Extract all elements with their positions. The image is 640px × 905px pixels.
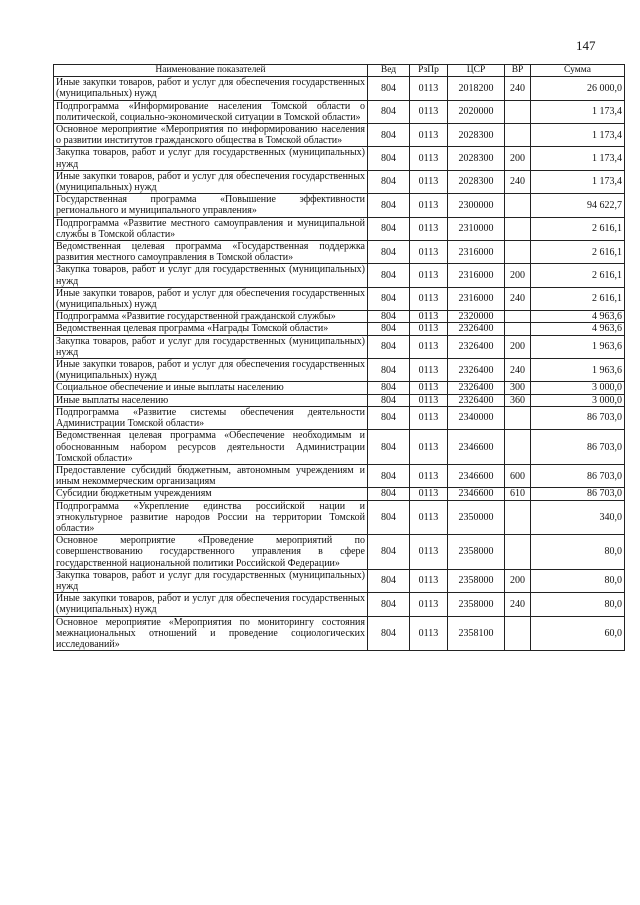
row-name: Иные закупки товаров, работ и услуг для обеспечения государственных (муниципальных) нужд	[54, 77, 368, 100]
table-row	[54, 382, 625, 394]
row-name: Иные закупки товаров, работ и услуг для обеспечения государственных (муниципальных) нужд	[54, 170, 368, 193]
row-ved: 804	[368, 616, 410, 651]
row-name: Основное мероприятие «Проведение мероприятий по совершенствованию государственного управления в сфере государственной национальной политики Российской Федерации»	[54, 535, 368, 570]
row-csr: 2028300	[448, 170, 505, 193]
row-sum: 2 616,1	[531, 241, 625, 264]
row-rzpr: 0113	[410, 124, 448, 147]
table-row	[54, 323, 625, 335]
table-row	[54, 170, 625, 193]
table-row	[54, 194, 625, 217]
row-csr: 2358100	[448, 616, 505, 651]
row-name: Ведомственная целевая программа «Обеспечение необходимым и обоснованным набором ресурсов деятельности Администрации Томской области»	[54, 430, 368, 465]
row-ved: 804	[368, 287, 410, 310]
table-row	[54, 147, 625, 170]
row-rzpr: 0113	[410, 335, 448, 358]
row-rzpr: 0113	[410, 77, 448, 100]
row-vr	[505, 217, 531, 240]
row-csr: 2346600	[448, 488, 505, 500]
row-vr: 610	[505, 488, 531, 500]
row-rzpr: 0113	[410, 593, 448, 616]
row-rzpr: 0113	[410, 569, 448, 592]
row-name: Основное мероприятие «Мероприятия по мониторингу состояния межнациональных отношений и проведение социологических исследований»	[54, 616, 368, 651]
table-row	[54, 124, 625, 147]
row-name: Подпрограмма «Развитие государственной гражданской службы»	[54, 311, 368, 323]
row-sum: 1 963,6	[531, 359, 625, 382]
table-row	[54, 77, 625, 100]
row-sum: 60,0	[531, 616, 625, 651]
row-sum: 80,0	[531, 593, 625, 616]
row-name: Основное мероприятие «Мероприятия по информированию населения о развитии институтов гражданского общества в Томской области»	[54, 124, 368, 147]
row-csr: 2018200	[448, 77, 505, 100]
table-row	[54, 394, 625, 406]
row-vr	[505, 194, 531, 217]
row-ved: 804	[368, 335, 410, 358]
row-vr: 200	[505, 264, 531, 287]
row-csr: 2326400	[448, 394, 505, 406]
row-sum: 1 963,6	[531, 335, 625, 358]
row-ved: 804	[368, 406, 410, 429]
header-csr: ЦСР	[448, 65, 505, 77]
row-csr: 2316000	[448, 264, 505, 287]
row-ved: 804	[368, 535, 410, 570]
row-name: Закупка товаров, работ и услуг для государственных (муниципальных) нужд	[54, 569, 368, 592]
row-rzpr: 0113	[410, 217, 448, 240]
row-vr: 240	[505, 287, 531, 310]
header-name: Наименование показателей	[54, 65, 368, 77]
row-vr: 240	[505, 170, 531, 193]
row-vr	[505, 124, 531, 147]
row-rzpr: 0113	[410, 359, 448, 382]
row-vr	[505, 500, 531, 535]
row-ved: 804	[368, 500, 410, 535]
row-vr: 240	[505, 593, 531, 616]
row-rzpr: 0113	[410, 170, 448, 193]
row-sum: 3 000,0	[531, 382, 625, 394]
row-rzpr: 0113	[410, 264, 448, 287]
table-row	[54, 593, 625, 616]
row-sum: 80,0	[531, 535, 625, 570]
row-ved: 804	[368, 430, 410, 465]
row-name: Закупка товаров, работ и услуг для государственных (муниципальных) нужд	[54, 147, 368, 170]
page-number: 147	[576, 38, 596, 53]
row-csr: 2340000	[448, 406, 505, 429]
row-sum: 86 703,0	[531, 488, 625, 500]
row-csr: 2346600	[448, 430, 505, 465]
row-csr: 2028300	[448, 147, 505, 170]
row-sum: 86 703,0	[531, 430, 625, 465]
row-csr: 2326400	[448, 323, 505, 335]
table-row	[54, 359, 625, 382]
row-ved: 804	[368, 77, 410, 100]
row-rzpr: 0113	[410, 406, 448, 429]
row-rzpr: 0113	[410, 241, 448, 264]
row-vr	[505, 100, 531, 123]
table-row	[54, 287, 625, 310]
row-csr: 2358000	[448, 569, 505, 592]
row-csr: 2358000	[448, 535, 505, 570]
row-sum: 94 622,7	[531, 194, 625, 217]
row-name: Подпрограмма «Информирование населения Томской области о политической, социально-экономической ситуации в Томской области»	[54, 100, 368, 123]
row-name: Социальное обеспечение и иные выплаты населению	[54, 382, 368, 394]
row-ved: 804	[368, 323, 410, 335]
row-vr	[505, 241, 531, 264]
row-ved: 804	[368, 194, 410, 217]
row-rzpr: 0113	[410, 147, 448, 170]
row-sum: 2 616,1	[531, 217, 625, 240]
row-vr	[505, 323, 531, 335]
row-sum: 4 963,6	[531, 311, 625, 323]
row-sum: 86 703,0	[531, 406, 625, 429]
row-ved: 804	[368, 170, 410, 193]
row-ved: 804	[368, 311, 410, 323]
row-name: Иные выплаты населению	[54, 394, 368, 406]
row-sum: 4 963,6	[531, 323, 625, 335]
row-name: Закупка товаров, работ и услуг для государственных (муниципальных) нужд	[54, 335, 368, 358]
row-csr: 2326400	[448, 382, 505, 394]
table-row	[54, 217, 625, 240]
row-sum: 2 616,1	[531, 287, 625, 310]
row-ved: 804	[368, 147, 410, 170]
row-name: Государственная программа «Повышение эффективности регионального и муниципального управления»	[54, 194, 368, 217]
row-csr: 2326400	[448, 335, 505, 358]
row-ved: 804	[368, 124, 410, 147]
row-vr: 200	[505, 569, 531, 592]
row-ved: 804	[368, 264, 410, 287]
table-row	[54, 464, 625, 487]
header-vr: ВР	[505, 65, 531, 77]
table-row	[54, 569, 625, 592]
table-row	[54, 500, 625, 535]
row-csr: 2346600	[448, 464, 505, 487]
row-csr: 2028300	[448, 124, 505, 147]
row-sum: 2 616,1	[531, 264, 625, 287]
row-vr	[505, 616, 531, 651]
row-vr	[505, 535, 531, 570]
row-name: Закупка товаров, работ и услуг для государственных (муниципальных) нужд	[54, 264, 368, 287]
row-vr: 200	[505, 147, 531, 170]
table-row	[54, 100, 625, 123]
table-row	[54, 406, 625, 429]
table-row	[54, 241, 625, 264]
row-rzpr: 0113	[410, 616, 448, 651]
row-rzpr: 0113	[410, 488, 448, 500]
row-vr: 200	[505, 335, 531, 358]
row-sum: 1 173,4	[531, 124, 625, 147]
row-name: Иные закупки товаров, работ и услуг для обеспечения государственных (муниципальных) нужд	[54, 359, 368, 382]
row-sum: 1 173,4	[531, 147, 625, 170]
row-rzpr: 0113	[410, 194, 448, 217]
row-vr	[505, 311, 531, 323]
header-row	[54, 65, 625, 77]
row-rzpr: 0113	[410, 311, 448, 323]
row-ved: 804	[368, 593, 410, 616]
row-rzpr: 0113	[410, 535, 448, 570]
row-vr: 240	[505, 359, 531, 382]
row-ved: 804	[368, 100, 410, 123]
row-csr: 2020000	[448, 100, 505, 123]
row-name: Ведомственная целевая программа «Награды Томской области»	[54, 323, 368, 335]
row-name: Подпрограмма «Развитие системы обеспечения деятельности Администрации Томской области»	[54, 406, 368, 429]
row-csr: 2316000	[448, 287, 505, 310]
row-csr: 2300000	[448, 194, 505, 217]
row-name: Подпрограмма «Развитие местного самоуправления и муниципальной службы в Томской области»	[54, 217, 368, 240]
row-rzpr: 0113	[410, 394, 448, 406]
row-name: Предоставление субсидий бюджетным, автономным учреждениям и иным некоммерческим организациям	[54, 464, 368, 487]
budget-table	[53, 64, 625, 651]
row-csr: 2316000	[448, 241, 505, 264]
row-sum: 86 703,0	[531, 464, 625, 487]
row-name: Иные закупки товаров, работ и услуг для обеспечения государственных (муниципальных) нужд	[54, 287, 368, 310]
header-rzpr: РзПр	[410, 65, 448, 77]
row-name: Иные закупки товаров, работ и услуг для обеспечения государственных (муниципальных) нужд	[54, 593, 368, 616]
row-ved: 804	[368, 394, 410, 406]
row-sum: 80,0	[531, 569, 625, 592]
table-row	[54, 335, 625, 358]
row-vr	[505, 406, 531, 429]
table-row	[54, 264, 625, 287]
row-vr: 300	[505, 382, 531, 394]
row-sum: 1 173,4	[531, 100, 625, 123]
row-csr: 2326400	[448, 359, 505, 382]
row-ved: 804	[368, 382, 410, 394]
row-name: Ведомственная целевая программа «Государственная поддержка развития местного самоуправления в Томской области»	[54, 241, 368, 264]
row-name: Подпрограмма «Укрепление единства российской нации и этнокультурное развитие народов России на территории Томской области»	[54, 500, 368, 535]
row-sum: 1 173,4	[531, 170, 625, 193]
row-rzpr: 0113	[410, 430, 448, 465]
row-vr: 600	[505, 464, 531, 487]
row-sum: 3 000,0	[531, 394, 625, 406]
row-name: Субсидии бюджетным учреждениям	[54, 488, 368, 500]
header-ved: Вед	[368, 65, 410, 77]
table-body	[54, 77, 625, 651]
table-row	[54, 616, 625, 651]
row-sum: 26 000,0	[531, 77, 625, 100]
row-rzpr: 0113	[410, 100, 448, 123]
row-ved: 804	[368, 488, 410, 500]
row-rzpr: 0113	[410, 287, 448, 310]
table-header	[54, 65, 625, 77]
table-row	[54, 535, 625, 570]
row-rzpr: 0113	[410, 464, 448, 487]
row-csr: 2350000	[448, 500, 505, 535]
table-row	[54, 430, 625, 465]
row-vr: 360	[505, 394, 531, 406]
table-row	[54, 488, 625, 500]
row-sum: 340,0	[531, 500, 625, 535]
row-rzpr: 0113	[410, 500, 448, 535]
row-rzpr: 0113	[410, 323, 448, 335]
row-ved: 804	[368, 241, 410, 264]
row-csr: 2358000	[448, 593, 505, 616]
row-ved: 804	[368, 464, 410, 487]
row-csr: 2320000	[448, 311, 505, 323]
row-rzpr: 0113	[410, 382, 448, 394]
table-row	[54, 311, 625, 323]
row-ved: 804	[368, 359, 410, 382]
row-csr: 2310000	[448, 217, 505, 240]
row-vr	[505, 430, 531, 465]
row-vr: 240	[505, 77, 531, 100]
row-ved: 804	[368, 217, 410, 240]
row-ved: 804	[368, 569, 410, 592]
header-sum: Сумма	[531, 65, 625, 77]
